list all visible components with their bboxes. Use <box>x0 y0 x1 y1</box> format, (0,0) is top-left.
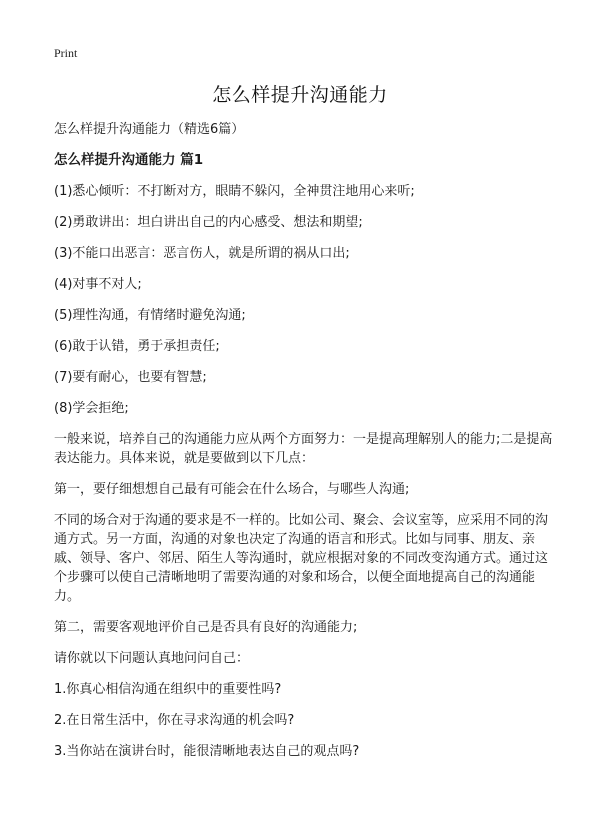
paragraph: 2.在日常生活中，你在寻求沟通的机会吗? <box>54 713 295 728</box>
paragraph: (7)要有耐心，也要有智慧; <box>54 370 207 385</box>
print-link[interactable]: Print <box>54 46 78 60</box>
page-title: 怎么样提升沟通能力 <box>212 84 388 106</box>
paragraph: 请你就以下问题认真地问问自己： <box>54 651 250 666</box>
paragraph: (2)勇敢讲出：坦白讲出自己的内心感受、想法和期望; <box>54 215 363 230</box>
paragraph: (8)学会拒绝; <box>54 401 129 416</box>
paragraph: 一般来说，培养自己的沟通能力应从两个方面努力：一是提高理解别人的能力;二是提高表达能力。具体来说，就是要做到以下几点： <box>54 432 553 466</box>
paragraph: 第一，要仔细想想自己最有可能会在什么场合，与哪些人沟通; <box>54 482 410 497</box>
paragraph: (1)悉心倾听：不打断对方，眼睛不躲闪，全神贯注地用心来听; <box>54 184 415 199</box>
section-heading: 怎么样提升沟通能力 篇1 <box>54 152 204 168</box>
paragraph: (3)不能口出恶言：恶言伤人，就是所谓的祸从口出; <box>54 246 350 261</box>
paragraph: (6)敢于认错，勇于承担责任; <box>54 339 220 354</box>
document-subtitle: 怎么样提升沟通能力（精选6篇） <box>54 122 245 137</box>
paragraph: 3.当你站在演讲台时，能很清晰地表达自己的观点吗? <box>54 744 360 759</box>
paragraph: 第二，需要客观地评价自己是否具有良好的沟通能力; <box>54 620 358 635</box>
document-body <box>54 120 554 773</box>
paragraph: (5)理性沟通，有情绪时避免沟通; <box>54 308 246 323</box>
paragraph: (4)对事不对人; <box>54 277 142 292</box>
paragraph: 不同的场合对于沟通的要求是不一样的。比如公司、聚会、会议室等，应采用不同的沟通方式。另一方面，沟通的对象也决定了沟通的语言和形式。比如与同事、朋友、亲戚、领导、客户、邻居、陌生人等沟通时，就应根据对象的不同改变沟通方式。通过这个步骤可以使自己清晰地明了需要沟通的对象和场合，以便全面地提高自己的沟通能力。 <box>54 513 549 604</box>
paragraph: 1.你真心相信沟通在组织中的重要性吗? <box>54 682 282 697</box>
